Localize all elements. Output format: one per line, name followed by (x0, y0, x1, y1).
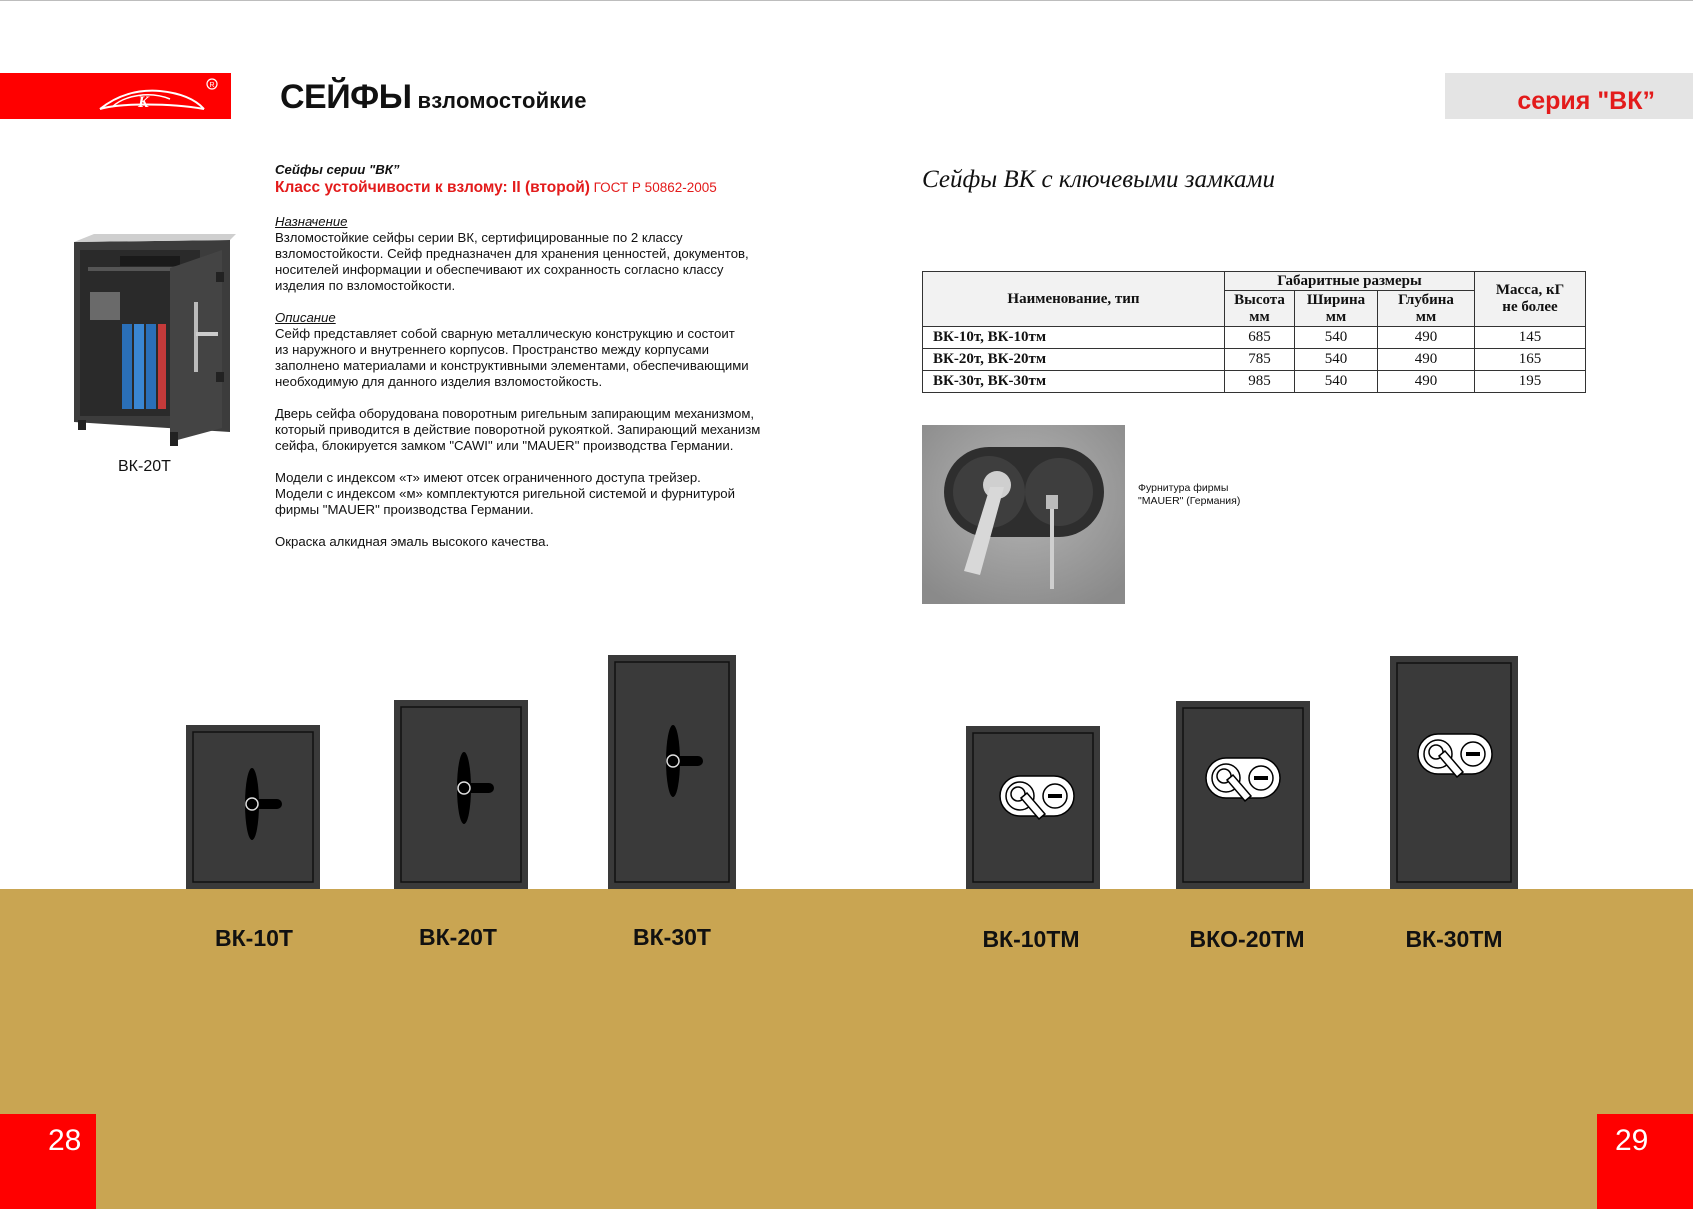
purpose-line: взломостойкости. Сейф предназначен для хранения ценностей, документов, (275, 246, 749, 261)
series-title: Сейфы серии "ВК” (275, 162, 400, 177)
description-block (275, 162, 815, 550)
key-lock-icon (1418, 734, 1492, 777)
cell-depth: 490 (1378, 327, 1475, 349)
safe-illustration (966, 726, 1100, 889)
cell-name: ВК-30т, ВК-30тм (923, 371, 1225, 393)
specs-table (922, 271, 1586, 393)
header-height: Высота мм (1225, 291, 1295, 327)
safe-illustration (608, 655, 736, 889)
index-line: Модели с индексом «т» имеют отсек ограниченного доступа трейзер. (275, 470, 701, 485)
cell-mass: 165 (1475, 349, 1586, 371)
header-depth: Глубина мм (1378, 291, 1475, 327)
table-row (923, 327, 1586, 349)
description-line: необходимую для данного изделия взломостойкость. (275, 374, 603, 389)
lock-photo (922, 425, 1125, 604)
page-number-left: 28 (0, 1114, 96, 1209)
header-dimensions: Габаритные размеры (1225, 272, 1475, 291)
class-line (275, 178, 815, 198)
purpose-line: изделия по взломостойкости. (275, 278, 456, 293)
safe-illustration (186, 725, 320, 889)
page-number-right: 29 (1597, 1114, 1693, 1209)
description-line: Сейф представляет собой сварную металлическую конструкцию и состоит (275, 326, 735, 341)
safe-illustration (394, 700, 528, 889)
lock-caption: Фурнитура фирмы "MAUER" (Германия) (1138, 482, 1241, 507)
series-label: серия "ВК” (1517, 87, 1655, 115)
model-label: ВКО-20ТМ (1189, 926, 1305, 952)
resistance-class: Класс устойчивости к взлому: II (второй) (275, 179, 590, 196)
cell-name: ВК-10т, ВК-10тм (923, 327, 1225, 349)
logo (0, 73, 231, 119)
cell-height: 785 (1225, 349, 1295, 371)
brand-title: СЕЙФЫ (280, 78, 412, 116)
svg-text:K: K (138, 94, 149, 111)
purpose-line: носителей информации и обеспечивают их сохранность согласно классу (275, 262, 724, 277)
purpose-line: Взломостойкие сейфы серии ВК, сертифицированные по 2 классу (275, 230, 683, 245)
description-heading: Описание (275, 310, 336, 325)
cell-depth: 490 (1378, 371, 1475, 393)
model-label: ВК-10Т (215, 925, 293, 951)
door-line: который приводится в действие поворотной рукояткой. Запирающий механизм (275, 422, 761, 437)
door-line: Дверь сейфа оборудована поворотным ригельным запирающим механизмом, (275, 406, 755, 421)
cell-width: 540 (1295, 349, 1378, 371)
cell-width: 540 (1295, 371, 1378, 393)
cell-height: 985 (1225, 371, 1295, 393)
index-line: Модели с индексом «м» комплектуются ригельной системой и фурнитурой (275, 486, 736, 501)
svg-text:R: R (209, 82, 215, 89)
header-mass: Масса, кГ не более (1475, 272, 1586, 327)
safe-illustration (1176, 701, 1310, 889)
cell-width: 540 (1295, 327, 1378, 349)
brand-subtitle: взломостойкие (417, 88, 587, 113)
table-row (923, 349, 1586, 371)
brand-logo-icon (0, 73, 231, 119)
cell-depth: 490 (1378, 349, 1475, 371)
header-name: Наименование, тип (923, 272, 1225, 327)
cell-name: ВК-20т, ВК-20тм (923, 349, 1225, 371)
description-line: заполнено материалами и конструктивными элементами, обеспечивающими (275, 358, 749, 373)
model-label: ВК-30ТМ (1405, 926, 1503, 952)
gost-standard: ГОСТ Р 50862-2005 (593, 180, 717, 195)
safe-illustration (1390, 656, 1518, 889)
safe-photo (70, 232, 238, 452)
description-line: из наружного и внутреннего корпусов. Пространство между корпусами (275, 342, 709, 357)
series-banner (1445, 73, 1693, 119)
key-lock-icon (1206, 758, 1280, 801)
index-line: фирмы "MAUER" производства Германии. (275, 502, 534, 517)
table-row (923, 371, 1586, 393)
top-border (0, 0, 1693, 1)
paint-line: Окраска алкидная эмаль высокого качества. (275, 534, 550, 549)
cell-height: 685 (1225, 327, 1295, 349)
key-lock-icon (1000, 776, 1074, 819)
page-title (280, 78, 587, 117)
cell-mass: 145 (1475, 327, 1586, 349)
table-title: Сейфы ВК с ключевыми замками (922, 166, 1275, 193)
purpose-heading: Назначение (275, 214, 348, 229)
model-label: ВК-10ТМ (982, 926, 1080, 952)
header-width: Ширина мм (1295, 291, 1378, 327)
model-label: ВК-20Т (419, 924, 497, 950)
model-label: ВК-30Т (633, 924, 711, 950)
cell-mass: 195 (1475, 371, 1586, 393)
door-line: сейфа, блокируется замком "CAWI" или "MAUER" производства Германии. (275, 438, 734, 453)
photo-caption: ВК-20Т (118, 458, 171, 475)
